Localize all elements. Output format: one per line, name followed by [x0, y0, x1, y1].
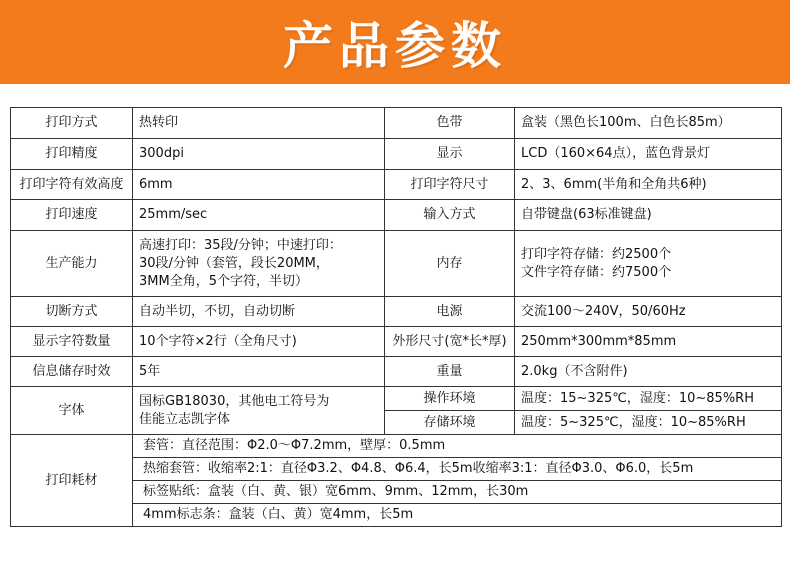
spec-label: 电源 — [385, 297, 515, 327]
spec-label: 打印耗材 — [11, 435, 133, 527]
spec-label: 打印精度 — [11, 139, 133, 170]
spec-label: 字体 — [11, 387, 133, 435]
table-row — [11, 170, 782, 200]
consumable-line: 4mm标志条：盒装（白、黄）宽4mm，长5m — [143, 507, 414, 522]
spec-label: 打印字符有效高度 — [11, 170, 133, 200]
capacity-line: 3MM全角，5个字符，半切） — [139, 273, 308, 289]
table-row — [11, 297, 782, 327]
spec-value: 自动半切，不切，自动切断 — [133, 297, 385, 327]
spec-value: 25mm/sec — [133, 200, 385, 231]
consumable-line: 热缩套管：收缩率2:1：直径Φ3.2、Φ4.8、Φ6.4，长5m收缩率3:1：直径Φ3.0、Φ6.0，长5m — [133, 458, 781, 481]
table-row — [11, 435, 782, 527]
spec-value: 自带键盘(63标准键盘) — [515, 200, 782, 231]
spec-label: 重量 — [385, 357, 515, 387]
table-row — [11, 357, 782, 387]
table-row — [11, 139, 782, 170]
memory-line: 打印字符存储：约2500个 — [521, 246, 672, 262]
spec-value: 5年 — [133, 357, 385, 387]
spec-label: 打印字符尺寸 — [385, 170, 515, 200]
spec-label: 输入方式 — [385, 200, 515, 231]
spec-value: 盒装（黑色长100m、白色长85m） — [515, 108, 782, 139]
font-line: 佳能立志凯字体 — [139, 411, 231, 427]
capacity-line: 30段/分钟（套管，段长20MM， — [139, 255, 329, 271]
consumables-cell — [133, 435, 782, 527]
table-row — [11, 387, 782, 411]
header-banner — [0, 0, 790, 84]
spec-value: 温度：5~325℃，湿度：10~85%RH — [515, 411, 782, 435]
spec-value — [515, 231, 782, 297]
spec-value: 6mm — [133, 170, 385, 200]
spec-label: 外形尺寸(宽*长*厚) — [385, 327, 515, 357]
spec-label: 打印速度 — [11, 200, 133, 231]
spec-value: 2.0kg（不含附件) — [515, 357, 782, 387]
spec-label: 操作环境 — [385, 387, 515, 411]
spec-value: 交流100～240V，50/60Hz — [515, 297, 782, 327]
spec-label: 存储环境 — [385, 411, 515, 435]
spec-label: 显示 — [385, 139, 515, 170]
spec-label: 生产能力 — [11, 231, 133, 297]
table-row — [11, 327, 782, 357]
spec-label: 色带 — [385, 108, 515, 139]
page-title: 产品参数 — [283, 17, 507, 75]
consumable-line: 套管：直径范围：Φ2.0～Φ7.2mm，壁厚：0.5mm — [133, 435, 781, 458]
spec-value: 温度：15~325℃，湿度：10~85%RH — [515, 387, 782, 411]
spec-label: 切断方式 — [11, 297, 133, 327]
spec-value — [133, 387, 385, 435]
table-row — [11, 231, 782, 297]
memory-line: 文件字符存储：约7500个 — [521, 264, 672, 280]
spec-value: 300dpi — [133, 139, 385, 170]
spec-value: LCD（160×64点），蓝色背景灯 — [515, 139, 782, 170]
font-line: 国标GB18030，其他电工符号为 — [139, 393, 330, 409]
table-row — [11, 108, 782, 139]
capacity-line: 高速打印：35段/分钟；中速打印： — [139, 237, 342, 253]
spec-label: 内存 — [385, 231, 515, 297]
spec-label: 打印方式 — [11, 108, 133, 139]
spec-value: 10个字符×2行（全角尺寸) — [133, 327, 385, 357]
spec-value — [133, 231, 385, 297]
spec-label: 显示字符数量 — [11, 327, 133, 357]
spec-table — [10, 107, 782, 527]
spec-value: 250mm*300mm*85mm — [515, 327, 782, 357]
table-row — [11, 200, 782, 231]
spec-value: 热转印 — [133, 108, 385, 139]
consumable-line: 标签贴纸：盒装（白、黄、银）宽6mm、9mm、12mm，长30m — [133, 481, 781, 504]
spec-value: 2、3、6mm(半角和全角共6种) — [515, 170, 782, 200]
spec-label: 信息储存时效 — [11, 357, 133, 387]
